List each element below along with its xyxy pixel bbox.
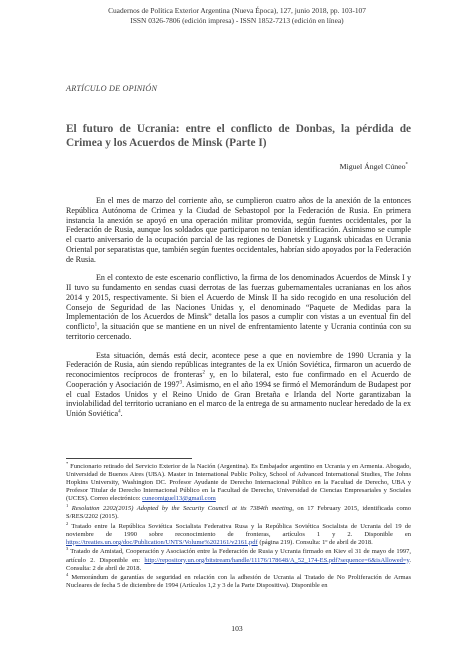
journal-header: [60, 6, 414, 26]
section-label: ARTÍCULO DE OPINIÓN: [66, 84, 158, 93]
footnote-text-italic: Resolution 2202(2015) Adopted by the Security Council at its 7384th meeting: [71, 504, 293, 512]
paragraph-text: En el mes de marzo del corriente año, se cumplieron cuatro años de la anexión de la entonces República Autónoma de Crimea y la Ciudad de Sebastopol por la Federación de Rusia. En primera instancia la anexión se apoyó en una operación militar promovida, según fuentes occidentales, por la Federación de Rusia, aunque los soldados que participaron no tenían identificación. Asimismo se cumple el cuarto aniversario de la ocupación parcial de las regiones de Donetsk y Lugansk ubicadas en Ucrania Oriental por separatistas que, también según fuentes occidentales, habrían sido apoyados por la Federación de Rusia.: [66, 196, 411, 264]
paragraph-text: , la situación que se mantiene en un nivel de enfrentamiento latente y Ucrania continúa con su territorio cercenado.: [66, 322, 411, 341]
footnote-ref[interactable]: 3: [179, 380, 183, 386]
footnote-divider: [66, 458, 192, 459]
footnote-text: (página 219). Consulta: 1º de abril de 2018.: [257, 538, 373, 546]
author-line: [340, 162, 408, 171]
footnote-ref[interactable]: 1: [94, 322, 98, 328]
paragraph-text: En el contexto de este escenario conflictivo, la firma de los denominados Acuerdos de Minsk I y II tuvo su fundamento en sendas cuasi derrotas de las fuerzas gubernamentales ucranianas en los años 2014 y 2015, respectivamente. Si bien el Acuerdo de Minsk II ha sido recogido en una resolución del Consejo de Seguridad de las Naciones Unidas y, el denominado “Paquete de Medidas para la Implementación de los Acuerdos de Minsk” detalla los pasos a cumplir con vistas a un eventual fin del conflicto: [66, 273, 411, 331]
footnote-3: [66, 548, 411, 572]
footnote-text: . Consulta: 2 de abril de 2018.: [66, 556, 411, 572]
footnote-text: Funcionario retirado del Servicio Exterior de la Nación (Argentina). Es Embajador argentino en Ucrania y en Armenia. Abogado, Universidad de Buenos Aires (UBA). Master in International Public Policy, School of Advanced International Studies, The Johns Hopkins University, Washington DC. Profesor Ayudante de Derecho Internacional Público en la Facultad de Derecho, UBA y Profesor Titular de Derecho Internacional Público en la Facultad de Derecho, Universidad de Ciencias Empresariales y Sociales (UCES). Correo electrónico:: [66, 463, 411, 503]
article-body: [66, 196, 411, 428]
footnote-mark: 3: [66, 546, 69, 552]
footnote-2: [66, 520, 411, 547]
footnote-ref[interactable]: 4: [118, 409, 121, 415]
footnote-mark: 4: [66, 572, 69, 578]
paragraph-text: y, en lo bilateral, esto fue confirmado en el Acuerdo de Cooperación y Asociación de 1997: [66, 370, 411, 389]
footnote-text: Tratado entre la República Soviética Socialista Federativa Rusa y la República Soviética Socialista de Ucrania del 19 de noviembre de 1990 sobre reconocimiento de fronteras, artículos 1 y 2. Disponible en: [66, 522, 411, 538]
journal-citation: Cuadernos de Política Exterior Argentina (Nueva Época), 127, junio 2018, pp. 103-107: [108, 6, 366, 15]
footnote-text: Memorándum de garantías de seguridad en relación con la adhesión de Ucrania al Tratado de No Proliferación de Armas Nucleares de fecha 5 de diciembre de 1994 (Artículos 1,2 y 3 de la Parte Dispositiva). Disponible en: [66, 574, 412, 590]
page-number: 103: [231, 624, 243, 633]
paragraph-text: .: [120, 409, 123, 418]
footnote-mark: *: [66, 460, 69, 466]
paragraph: [66, 273, 411, 341]
treaty-link[interactable]: https://treaties.un.org/doc/Publication/UNTS/Volume%202161/v2161.pdf: [66, 538, 258, 546]
footnote-ref[interactable]: 2: [202, 370, 205, 376]
footnote-text: , on 17 February 2015, identificada como S/RES/2202 (2015).: [66, 504, 411, 521]
footnote-1: [66, 502, 411, 521]
footnote-mark: 1: [66, 502, 69, 508]
author-footnote-mark[interactable]: *: [405, 162, 408, 168]
footnote-author: [66, 460, 411, 503]
repository-link[interactable]: http://repository.un.org/bitstream/handle/11176/178648/A_52_174-ES.pdf?sequence=6&isAllowed=y: [144, 556, 410, 564]
footnote-mark: 2: [66, 520, 69, 526]
paragraph-text: . Asimismo, en el año 1994 se firmó el Memorándum de Budapest por el cual Estados Unidos y el Reino Unido de Gran Bretaña e Irlanda del Norte garantizaban la inviolabilidad del territorio ucraniano en el marco de la entrega de su armamento nuclear heredado de la ex Unión Soviética: [66, 379, 411, 418]
paragraph-text: Esta situación, demás está decir, acontece pese a que en noviembre de 1990 Ucrania y la Federación de Rusia, aún siendo repúblicas integrantes de la ex Unión Soviética, firmaron un acuerdo de reconocimientos recíprocos de fronteras: [66, 350, 411, 379]
footnotes: [66, 460, 412, 592]
footnote-4: [66, 574, 411, 590]
author-name: Miguel Ángel Cúneo: [339, 162, 406, 171]
paragraph: [66, 351, 411, 419]
article-title: El futuro de Ucrania: entre el conflicto de Donbas, la pérdida de Crimea y los Acuerdos de Minsk (Parte I): [66, 123, 411, 149]
paragraph: [66, 196, 411, 264]
email-link[interactable]: cuneomiguel13@gmail.com: [142, 495, 216, 503]
journal-issn: ISSN 0326-7806 (edición impresa) - ISSN 1852-7213 (edición en línea): [130, 16, 344, 25]
footnote-text: Tratado de Amistad, Cooperación y Asociación entre la Federación de Rusia y Ucrania firmado en Kiev el 31 de mayo de 1997, artículo 2. Disponible en:: [66, 548, 411, 564]
